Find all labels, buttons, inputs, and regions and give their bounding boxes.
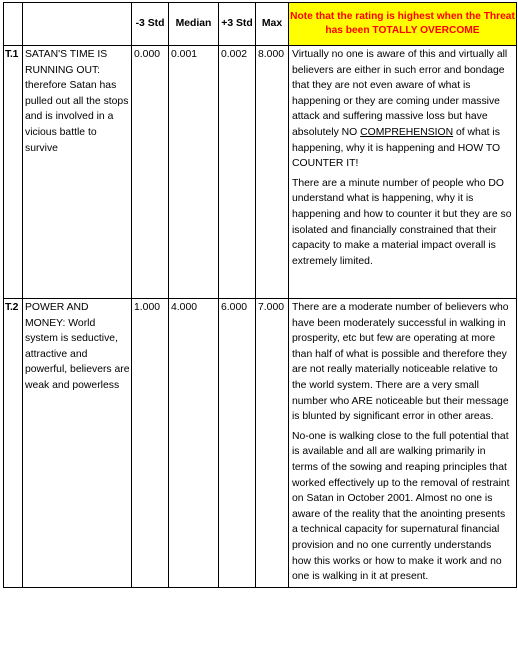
assessment-paragraph: No-one is walking close to the full potential that is available and all are walking primarily in terms of the sowing and reaping principles that worked effectively up to the removal of restraint on Satan in October 2001. Almost no one is aware of the reality that the anointing presents a technical capacity for supernatural financial provision and no one currently understands how this works or how to make it work and no one is walking in it at present.	[292, 430, 510, 583]
table-row	[4, 299, 517, 588]
value-median: 4.000	[169, 299, 219, 588]
header-plus-3-std: +3 Std	[219, 3, 256, 46]
assessment-paragraph: There are a moderate number of believers who have been moderately successful in walking in prosperity, etc but few are operating at more than half of what is possible and therefore they are not really materially noticeable relative to the world system. There are a very small number who ARE noticeable but their message is blunted by significant error in other areas.	[292, 302, 509, 423]
assessment-text-part: Virtually no one is aware of this and virtually all believers are either in such error and bondage that they are not even aware of what is happening or they are coming under massive attack and suffering massive loss but have absolutely NO	[292, 49, 508, 138]
value-max: 7.000	[256, 299, 289, 588]
header-median: Median	[169, 3, 219, 46]
value-minus-3-std: 0.000	[132, 46, 169, 299]
underlined-word: COMPREHENSION	[360, 126, 454, 138]
header-rating-note: Note that the rating is highest when the Threat has been TOTALLY OVERCOME	[289, 3, 517, 46]
header-row	[4, 3, 517, 46]
threat-description: SATAN'S TIME IS RUNNING OUT: therefore Satan has pulled out all the stops and is involved in a vicious battle to survive	[23, 46, 132, 299]
value-max: 8.000	[256, 46, 289, 299]
header-max: Max	[256, 3, 289, 46]
threat-rating-table	[3, 2, 517, 588]
assessment-text	[289, 299, 517, 588]
value-minus-3-std: 1.000	[132, 299, 169, 588]
threat-description: POWER AND MONEY: World system is seductive, attractive and powerful, believers are weak and powerless	[23, 299, 132, 588]
threat-id: T.2	[4, 299, 23, 588]
header-minus-3-std: -3 Std	[132, 3, 169, 46]
assessment-text	[289, 46, 517, 299]
header-id-cell	[4, 3, 23, 46]
threat-id: T.1	[4, 46, 23, 299]
value-plus-3-std: 6.000	[219, 299, 256, 588]
table-row	[4, 46, 517, 299]
assessment-text-part: of what is happening, why it is happening and HOW TO COUNTER IT!	[292, 126, 501, 170]
assessment-paragraph	[292, 47, 513, 172]
assessment-paragraph: There are a minute number of people who DO understand what is happening, why it is happening and how to counter it but they are so isolated and financially constrained that their capacity to make a material impact overall is extremely limited.	[292, 177, 512, 267]
header-threat-cell	[23, 3, 132, 46]
value-plus-3-std: 0.002	[219, 46, 256, 299]
value-median: 0.001	[169, 46, 219, 299]
